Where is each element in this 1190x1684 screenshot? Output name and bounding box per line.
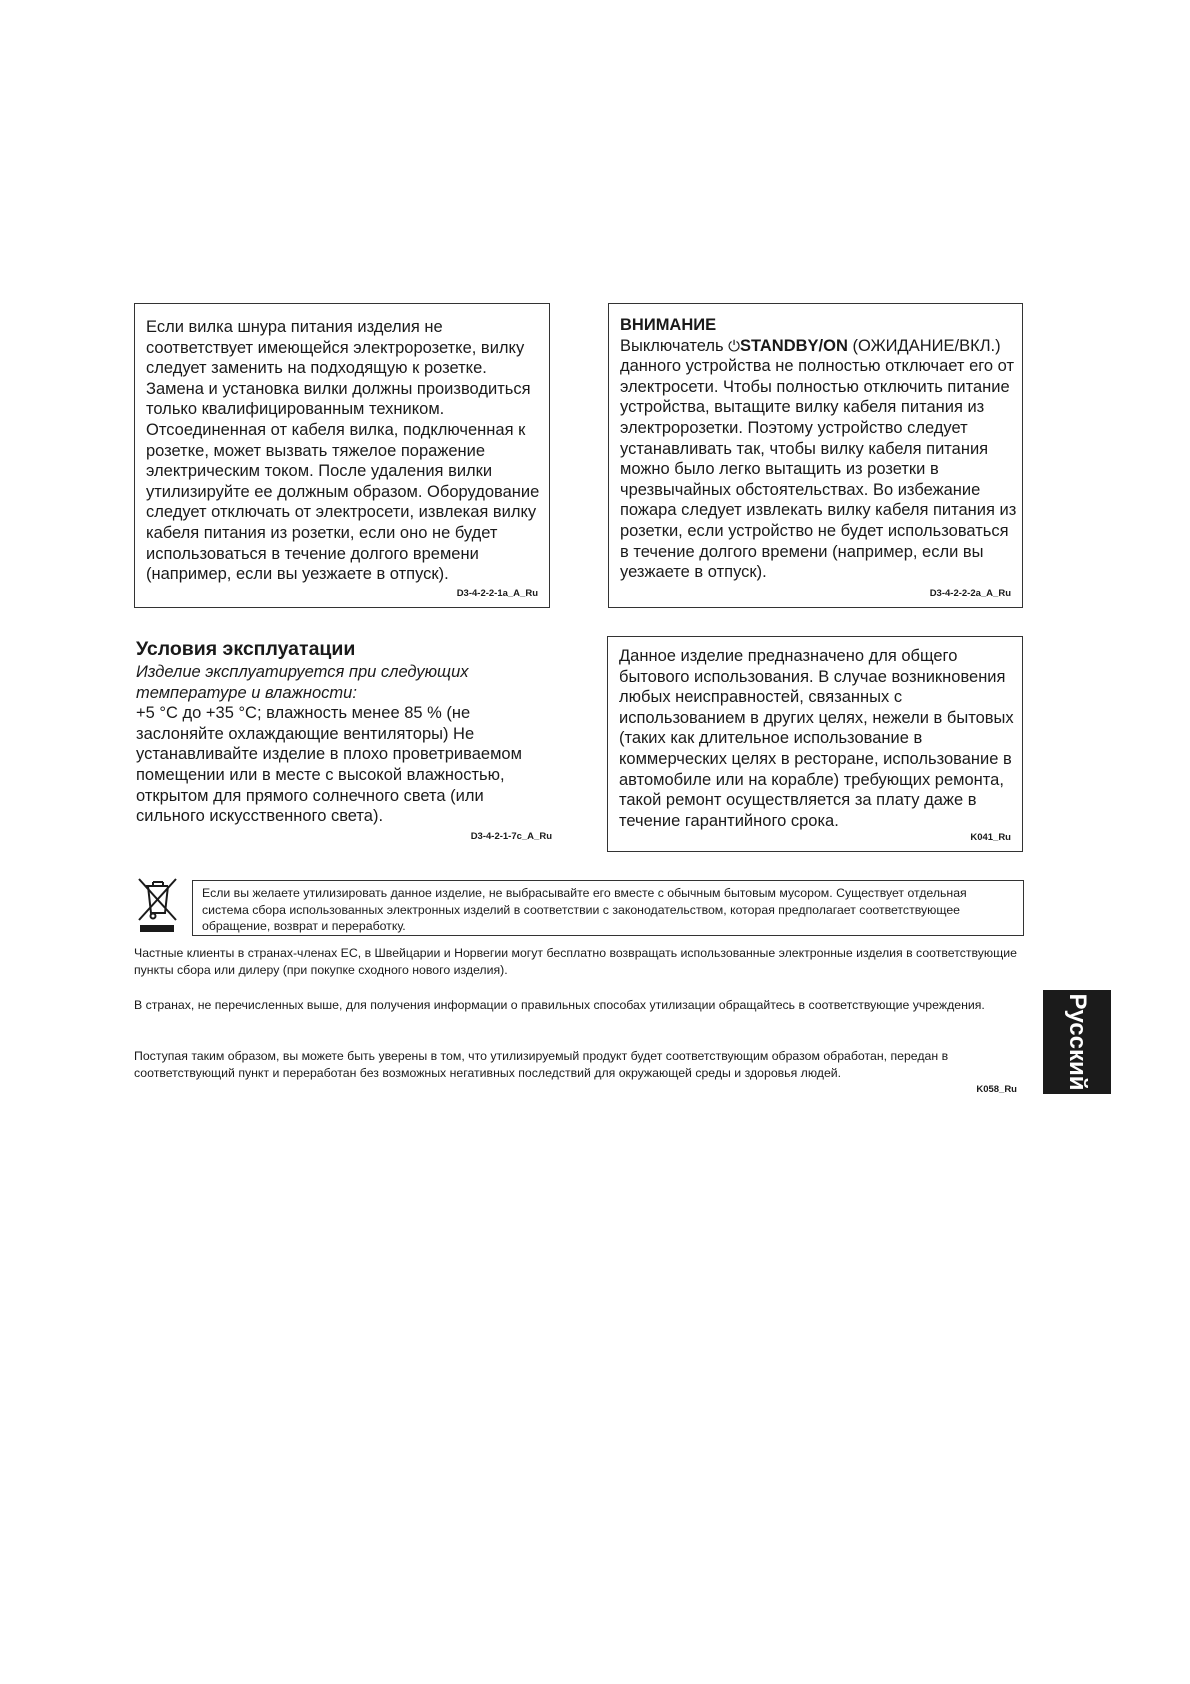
weee-paragraph-eu: Частные клиенты в странах-членах ЕС, в Швейцарии и Норвегии могут бесплатно возвращать использованные электронные изделия в соответствующие пункты сбора или дилеру (при покупке сходного нового изделия). [134,946,1017,977]
plug-notice-code: D3-4-2-2-1a_A_Ru [456,588,538,599]
crossed-out-bin-icon [134,876,182,934]
operating-italic-text: Изделие эксплуатируется при следующих температуре и влажности: [136,663,469,702]
language-tab-label: Русский [1064,993,1091,1091]
weee-paragraph-assurance: Поступая таким образом, вы можете быть уверены в том, что утилизируемый продукт будет соответствующим образом обработан, передан в соответствующий пункт и переработан без возможных негативных последствий для окружающей среды и здоровья людей. [134,1049,949,1080]
operating-code: D3-4-2-1-7c_A_Ru [470,830,552,842]
operating-conditions-section [136,638,552,842]
caution-text: (ОЖИДАНИЕ/ВКЛ.) данного устройства не полностью отключает его от электросети. Чтобы полностью отключить питание устройства, вытащите вилку кабеля питания из электророзетки. Поэтому устройство следует устанавливать так, чтобы вилку кабеля питания можно было легко вытащить из розетки в чрезвычайных обстоятельствах. Во избежание пожара следует извлекать вилку кабеля питания из розетки, если устройство не будет использоваться в течение долгого времени (например, если вы уезжаете в отпуск). [620,336,1017,582]
household-code: K041_Ru [970,832,1011,843]
weee-paragraph-other-countries: В странах, не перечисленных выше, для получения информации о правильных способах утилизации обращайтесь в соответствующие учреждения. [134,998,985,1012]
caution-title: ВНИМАНИЕ [620,316,717,334]
caution-code: D3-4-2-2-2a_A_Ru [929,588,1011,599]
plug-notice-box [134,303,550,608]
power-icon: ⏻ [728,336,741,355]
plug-notice-text: Если вилка шнура питания изделия не соответствует имеющейся электророзетке, вилку следует заменить на подходящую к розетке. Замена и установка вилки должны производиться только квалифицированным техником. Отсоединенная от кабеля вилка, подключенная к розетке, может вызвать тяжелое поражение электрическим током. После удаления вилки утилизируйте ее должным образом. Оборудование следует отключать от электросети, извлекая вилку кабеля питания из розетки, если оно не будет использоваться в течение долгого времени (например, если вы уезжаете в отпуск). [146,318,540,584]
operating-text: +5 °C до +35 °C; влажность менее 85 % (не заслоняйте охлаждающие вентиляторы) Не устанавливайте изделие в плохо проветриваемом помещении или в месте с высокой влажностью, открытом для прямого солнечного света (или сильного искусственного света). [136,704,522,826]
language-tab [1043,990,1111,1094]
household-use-box [607,636,1023,852]
caution-switch-name: STANDBY/ON [740,336,848,355]
weee-notice-box [192,880,1024,936]
household-text: Данное изделие предназначено для общего бытового использования. В случае возникновения любых неисправностей, связанных с использованием в других целях, нежели в бытовых (таких как длительное использование в коммерческих целях в ресторане, использование в автомобиле или на корабле) требующих ремонта, такой ремонт осуществляется за плату даже в течение гарантийного срока. [619,647,1014,830]
caution-content [620,315,1018,583]
weee-code: K058_Ru [976,1084,1017,1095]
weee-text: Если вы желаете утилизировать данное изделие, не выбрасывайте его вместе с обычным бытовым мусором. Существует отдельная система сбора использованных электронных изделий в соответствии с законодательством, которая предполагает соответствующее обращение, возврат и переработку. [202,886,967,933]
operating-heading: Условия эксплуатации [136,638,356,660]
caution-switch-prefix: Выключатель [620,336,729,355]
caution-box [608,303,1023,608]
